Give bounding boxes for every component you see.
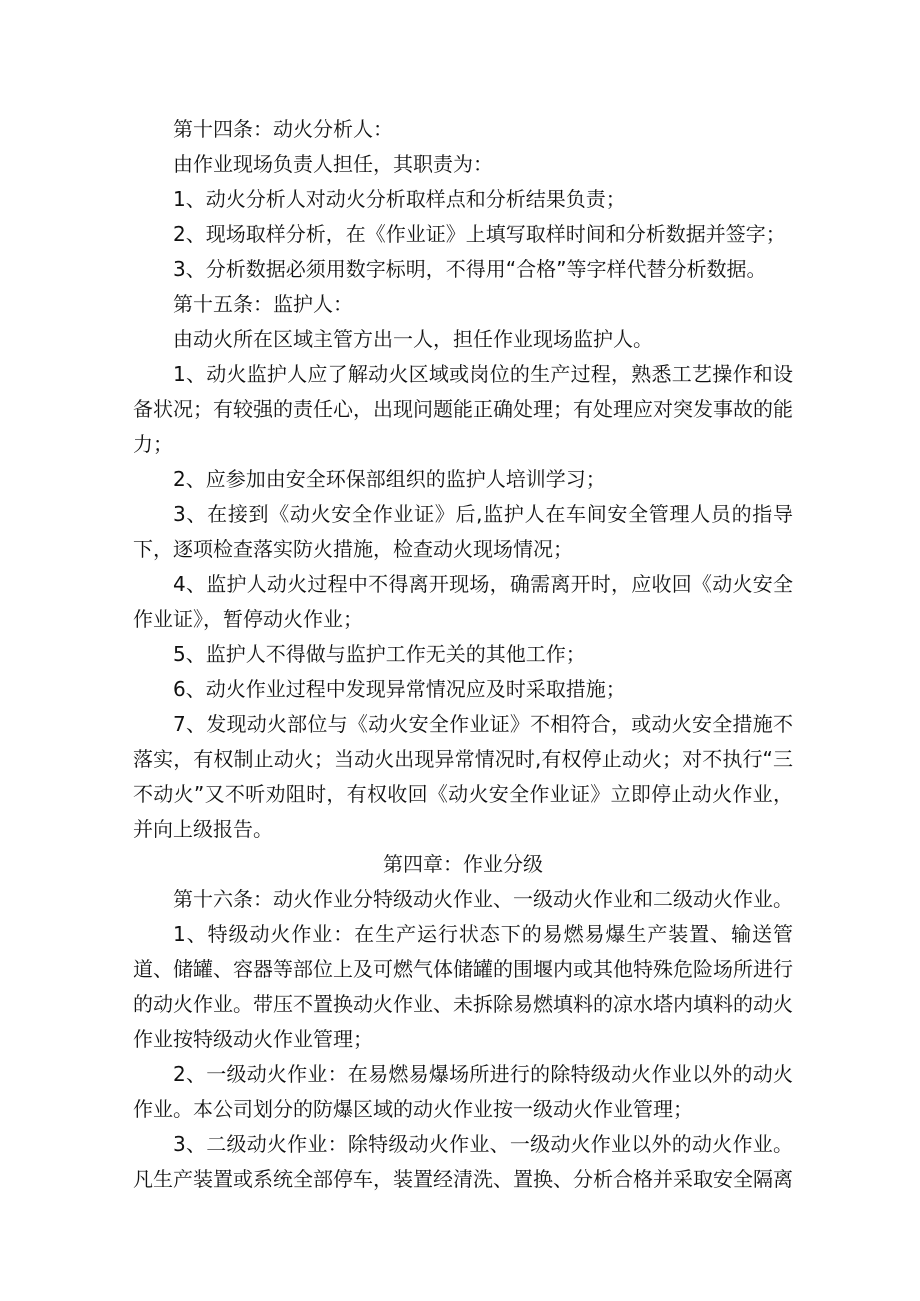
article-15-item-1: 1、动火监护人应了解动火区域或岗位的生产过程，熟悉工艺操作和设备状况；有较强的责任心，出现问题能正确处理；有处理应对突发事故的能力； — [133, 362, 793, 456]
article-15-title: 第十五条：监护人： — [173, 292, 353, 316]
article-15-item-5: 5、监护人不得做与监护工作无关的其他工作； — [173, 642, 586, 666]
article-14-item-2: 2、现场取样分析，在《作业证》上填写取样时间和分析数据并签字； — [173, 222, 786, 246]
article-15-item-3: 3、在接到《动火安全作业证》后,监护人在车间安全管理人员的指导下，逐项检查落实防火措施，检查动火现场情况； — [133, 502, 793, 561]
article-14-item-1: 1、动火分析人对动火分析取样点和分析结果负责； — [173, 187, 626, 211]
article-16-title: 第十六条：动火作业分特级动火作业、一级动火作业和二级动火作业。 — [173, 887, 793, 911]
chapter-heading: 第四章：作业分级 — [383, 852, 543, 876]
article-14-intro: 由作业现场负责人担任，其职责为： — [173, 152, 493, 176]
article-16-item-3: 3、二级动火作业：除特级动火作业、一级动火作业以外的动火作业。凡生产装置或系统全部停车，装置经清洗、置换、分析合格并采取安全隔离 — [133, 1132, 793, 1191]
article-14-item-3: 3、分析数据必须用数字标明，不得用“合格”等字样代替分析数据。 — [173, 257, 767, 281]
article-15-item-4: 4、监护人动火过程中不得离开现场，确需离开时，应收回《动火安全作业证》，暂停动火作业； — [133, 572, 793, 631]
document-page — [133, 112, 793, 1197]
article-15-item-6: 6、动火作业过程中发现异常情况应及时采取措施； — [173, 677, 626, 701]
article-15-item-7: 7、发现动火部位与《动火安全作业证》不相符合，或动火安全措施不落实，有权制止动火；当动火出现异常情况时,有权停止动火；对不执行“三不动火”又不听劝阻时，有权收回《动火安全作业证》立即停止动火作业，并向上级报告。 — [133, 712, 793, 841]
article-15-item-2: 2、应参加由安全环保部组织的监护人培训学习； — [173, 467, 606, 491]
article-15-intro: 由动火所在区域主管方出一人，担任作业现场监护人。 — [173, 327, 653, 351]
article-16-item-2: 2、一级动火作业：在易燃易爆场所进行的除特级动火作业以外的动火作业。本公司划分的防爆区域的动火作业按一级动火作业管理； — [133, 1062, 793, 1121]
article-14-title: 第十四条：动火分析人： — [173, 117, 393, 141]
article-16-item-1: 1、特级动火作业：在生产运行状态下的易燃易爆生产装置、输送管道、储罐、容器等部位上及可燃气体储罐的围堰内或其他特殊危险场所进行的动火作业。带压不置换动火作业、未拆除易燃填料的凉水塔内填料的动火作业按特级动火作业管理； — [133, 922, 793, 1051]
